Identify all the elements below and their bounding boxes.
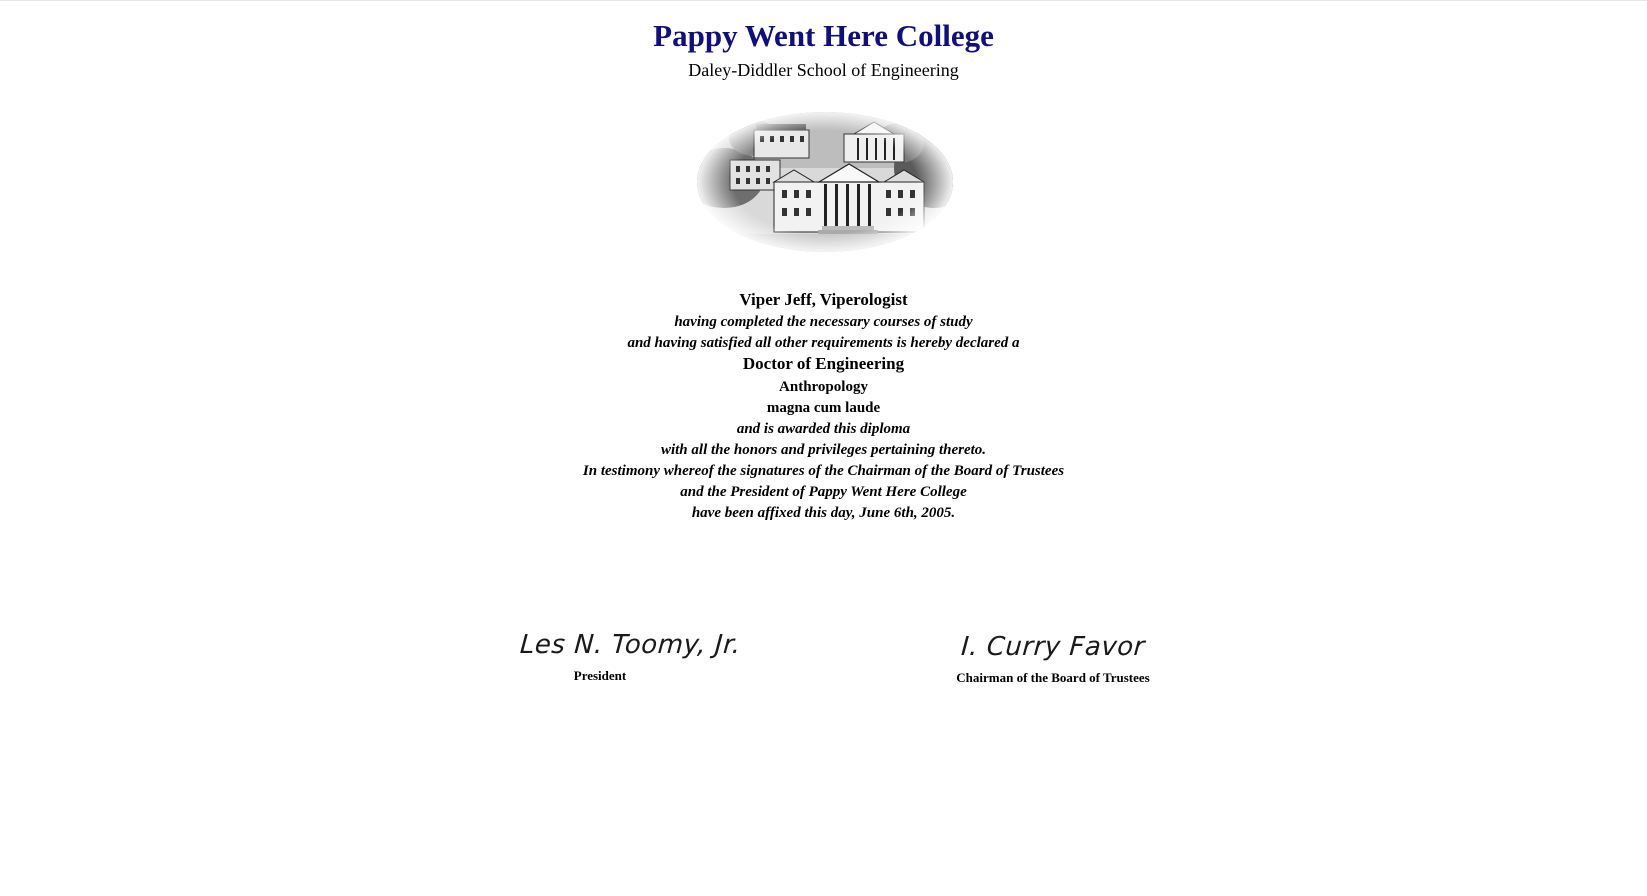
statement-line-1: having completed the necessary courses of study xyxy=(674,314,973,330)
chairman-signature-block xyxy=(948,630,1158,686)
campus-buildings-image xyxy=(694,108,956,256)
statement-line-7: have been affixed this day, June 6th, 2005. xyxy=(691,505,956,521)
statement-line-2: and having satisfied all other requirements is hereby declared a xyxy=(627,335,1020,351)
statement-line-5: In testimony whereof the signatures of the Chairman of the Board of Trustees xyxy=(582,463,1065,479)
president-signature: Les N. Toomy, Jr. xyxy=(518,630,742,660)
president-signature-block xyxy=(518,628,742,684)
chairman-title: Chairman of the Board of Trustees xyxy=(956,670,1150,685)
statement-line-3: and is awarded this diploma xyxy=(736,421,911,437)
statement-line-4: with all the honors and privileges pertaining thereto. xyxy=(660,442,987,458)
school-name: Daley-Diddler School of Engineering xyxy=(688,60,959,80)
top-border xyxy=(0,0,1647,1)
degree-name: Doctor of Engineering xyxy=(742,354,905,373)
recipient-name: Viper Jeff, Viperologist xyxy=(739,290,908,309)
honors-text: magna cum laude xyxy=(766,400,881,416)
major-name: Anthropology xyxy=(779,379,868,395)
statement-line-6: and the President of Pappy Went Here College xyxy=(680,484,967,500)
president-title: President xyxy=(573,668,627,683)
chairman-signature: I. Curry Favor xyxy=(960,632,1146,662)
college-title: Pappy Went Here College xyxy=(653,18,994,53)
